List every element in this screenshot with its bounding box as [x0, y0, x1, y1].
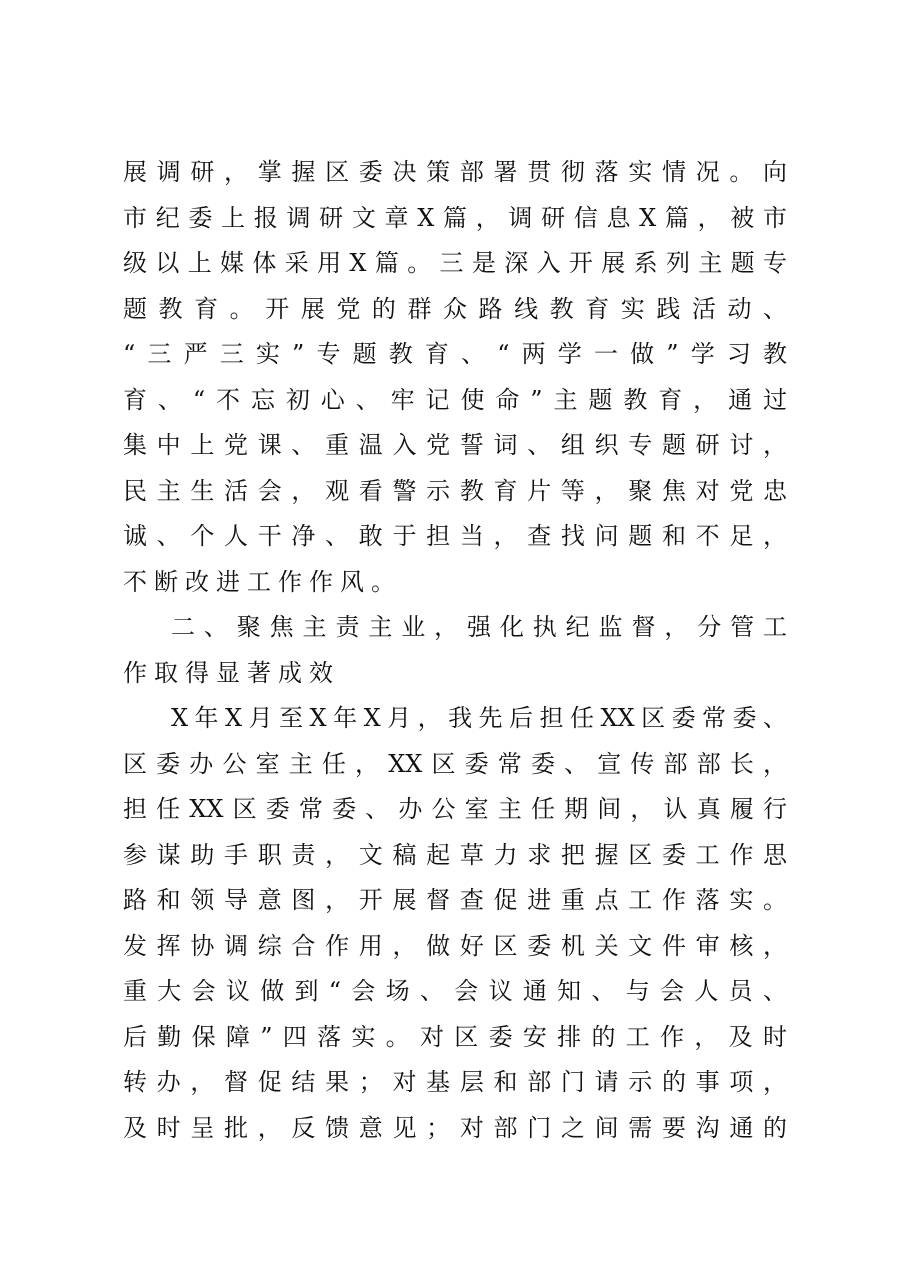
text-line: 育、“不忘初心、牢记使命”主题教育，通过 [123, 385, 787, 414]
body-text [123, 150, 787, 1151]
text-line: 及时呈批，反馈意见；对部门之间需要沟通的 [123, 1113, 787, 1142]
text-line: 区委办公室主任，XX区委常委、宣传部部长， [123, 749, 787, 778]
text-line: 展调研，掌握区委决策部署贯彻落实情况。向 [123, 158, 787, 186]
text-line: “三严三实”专题教育、“两学一做”学习教 [123, 340, 787, 368]
section-heading-line: 作取得显著成效 [123, 658, 340, 687]
text-line: 发挥协调综合作用，做好区委机关文件审核， [123, 931, 787, 960]
text-line: 转办，督促结果；对基层和部门请示的事项， [123, 1068, 787, 1096]
text-line: 重大会议做到“会场、会议通知、与会人员、 [123, 977, 787, 1005]
text-line: 级以上媒体采用X篇。三是深入开展系列主题专 [123, 249, 787, 277]
text-line: X年X月至X年X月，我先后担任XX区委常委、 [171, 704, 787, 732]
text-line: 后勤保障”四落实。对区委安排的工作，及时 [123, 1022, 787, 1051]
text-line: 路和领导意图，开展督查促进重点工作落实。 [123, 886, 787, 914]
text-line: 题教育。开展党的群众路线教育实践活动、 [123, 294, 787, 323]
section-heading-line: 二、聚焦主责主业，强化执纪监督，分管工 [171, 613, 787, 641]
text-line: 担任XX区委常委、办公室主任期间，认真履行 [123, 795, 787, 823]
text-line: 集中上党课、重温入党誓词、组织专题研讨， [123, 431, 787, 459]
text-line: 市纪委上报调研文章X篇，调研信息X篇，被市 [123, 203, 787, 232]
text-line: 不断改进工作作风。 [123, 567, 402, 596]
text-line: 诚、个人干净、敢于担当，查找问题和不足， [123, 522, 787, 550]
text-line: 民主生活会，观看警示教育片等，聚焦对党忠 [123, 476, 787, 505]
text-line: 参谋助手职责，文稿起草力求把握区委工作思 [123, 840, 787, 869]
